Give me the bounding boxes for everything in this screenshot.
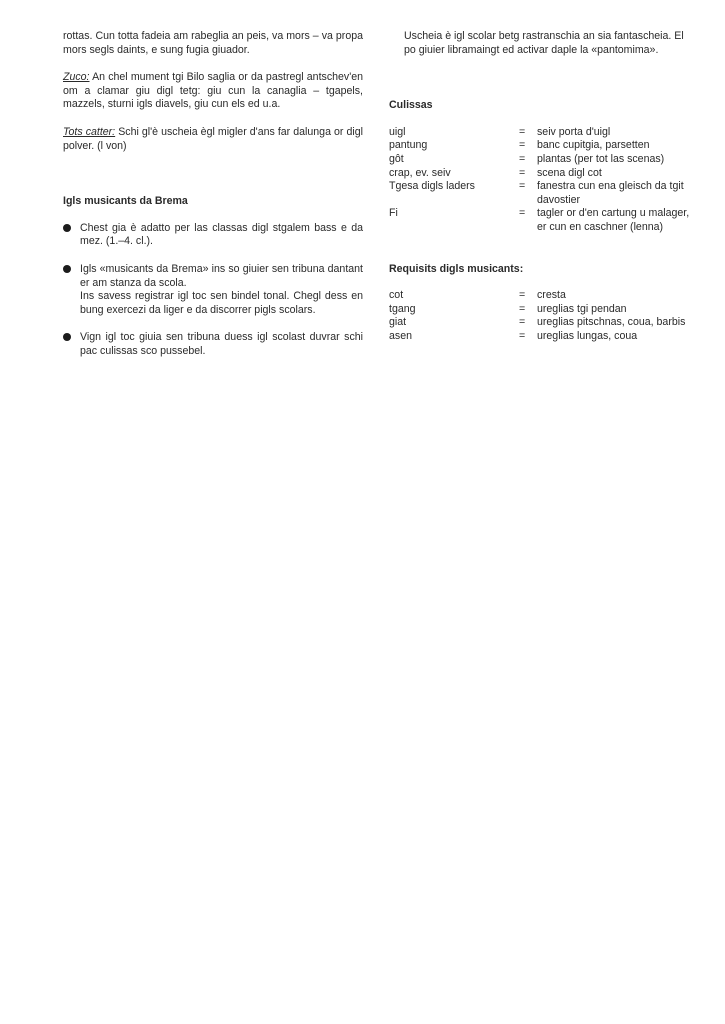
equals-sign: = — [519, 302, 526, 315]
bullet-text: Vign igl toc giuia sen tribuna duess igl scolast duvrar schi pac culissas sco pussebel. — [80, 331, 363, 357]
equals-sign: = — [519, 125, 526, 138]
speaker-zuco: Zuco: — [63, 71, 90, 84]
term: gôt — [389, 152, 404, 165]
definition: fanestra cun ena gleisch da tgit davostier — [537, 180, 684, 206]
definition: plantas (per tot las scenas) — [537, 152, 665, 165]
definition: tagler or d'en cartung u malager, er cun en caschner (lenna) — [537, 207, 690, 233]
bullet-text: Chest gia è adatto per las classas digl stgalem bass e da mez. (1.–4. cl.). — [80, 221, 363, 248]
bullet-item — [63, 222, 363, 249]
equals-sign: = — [519, 207, 526, 220]
definition: cresta — [537, 289, 566, 302]
paragraph-uscheia: Uscheia è igl scolar betg rastranschia an sia fantascheia. El po giuier libramaingt ed activar daple la «pantomima». — [404, 30, 684, 56]
culissas-list — [389, 126, 691, 235]
term: Fi — [389, 207, 398, 220]
zuco-text: An chel mument tgi Bilo saglia or da pastregl antschev'en om a clamar giu digl tetg: giu cun la canaglia – tgapels, mazzels, sturni igls diavels, giu cun els ed u.a. — [63, 71, 363, 111]
bullet-item — [63, 263, 363, 317]
list-item — [389, 289, 691, 303]
term: giat — [389, 316, 407, 329]
equals-sign: = — [519, 289, 526, 302]
definition: seiv porta d'uigl — [537, 125, 611, 138]
left-column — [63, 30, 363, 359]
definition: ureglias lungas, coua — [537, 329, 638, 342]
paragraph-zuco — [63, 71, 363, 112]
paragraph-rottas: rottas. Cun totta fadeia am rabeglia an peis, va mors – va propa mors segls daints, e sung fugia giuador. — [63, 30, 363, 56]
list-item — [389, 167, 691, 181]
section-heading-culissas: Culissas — [389, 99, 433, 112]
list-item — [389, 316, 691, 330]
section-heading-requisits: Requisits digls musicants: — [389, 262, 524, 275]
term: crap, ev. seiv — [389, 166, 451, 179]
bullet-item — [63, 331, 363, 358]
term: pantung — [389, 139, 428, 152]
speaker-tots-catter: Tots catter: — [63, 125, 116, 138]
equals-sign: = — [519, 152, 526, 165]
tots-catter-text: Schi gl'è uscheia ègl migler d'ans far dalunga or digl polver. (l von) — [63, 125, 364, 152]
list-item — [389, 126, 691, 140]
list-item — [389, 153, 691, 167]
bullet-icon — [63, 224, 71, 232]
definition: ureglias pitschnas, coua, barbis — [537, 316, 686, 329]
list-item — [389, 330, 691, 344]
right-column — [389, 30, 691, 344]
bullet-text: Ins savess registrar igl toc sen bindel tonal. Chegl dess en bung exercezi da liger e da discorrer pigls scolars. — [80, 290, 363, 316]
section-heading-musicants: Igls musicants da Brema — [63, 195, 188, 208]
bullet-text: Igls «musicants da Brema» ins so giuier sen tribuna dantant er am stanza da scola. — [80, 262, 363, 289]
bullet-icon — [63, 333, 71, 341]
term: tgang — [389, 302, 416, 315]
term: uigl — [389, 125, 406, 138]
term: Tgesa digls laders — [389, 180, 475, 193]
list-item — [389, 180, 691, 207]
definition: banc cupitgia, parsetten — [537, 139, 650, 152]
list-item — [389, 139, 691, 153]
equals-sign: = — [519, 316, 526, 329]
equals-sign: = — [519, 166, 526, 179]
term: cot — [389, 289, 404, 302]
bullet-icon — [63, 265, 71, 273]
definition: scena digl cot — [537, 166, 602, 179]
intro-block — [389, 30, 691, 57]
list-item — [389, 303, 691, 317]
requisits-list — [389, 289, 691, 343]
definition: ureglias tgi pendan — [537, 302, 627, 315]
paragraph-tots-catter — [63, 126, 363, 153]
list-item — [389, 207, 691, 234]
equals-sign: = — [519, 180, 526, 193]
term: asen — [389, 329, 412, 342]
equals-sign: = — [519, 329, 526, 342]
equals-sign: = — [519, 139, 526, 152]
